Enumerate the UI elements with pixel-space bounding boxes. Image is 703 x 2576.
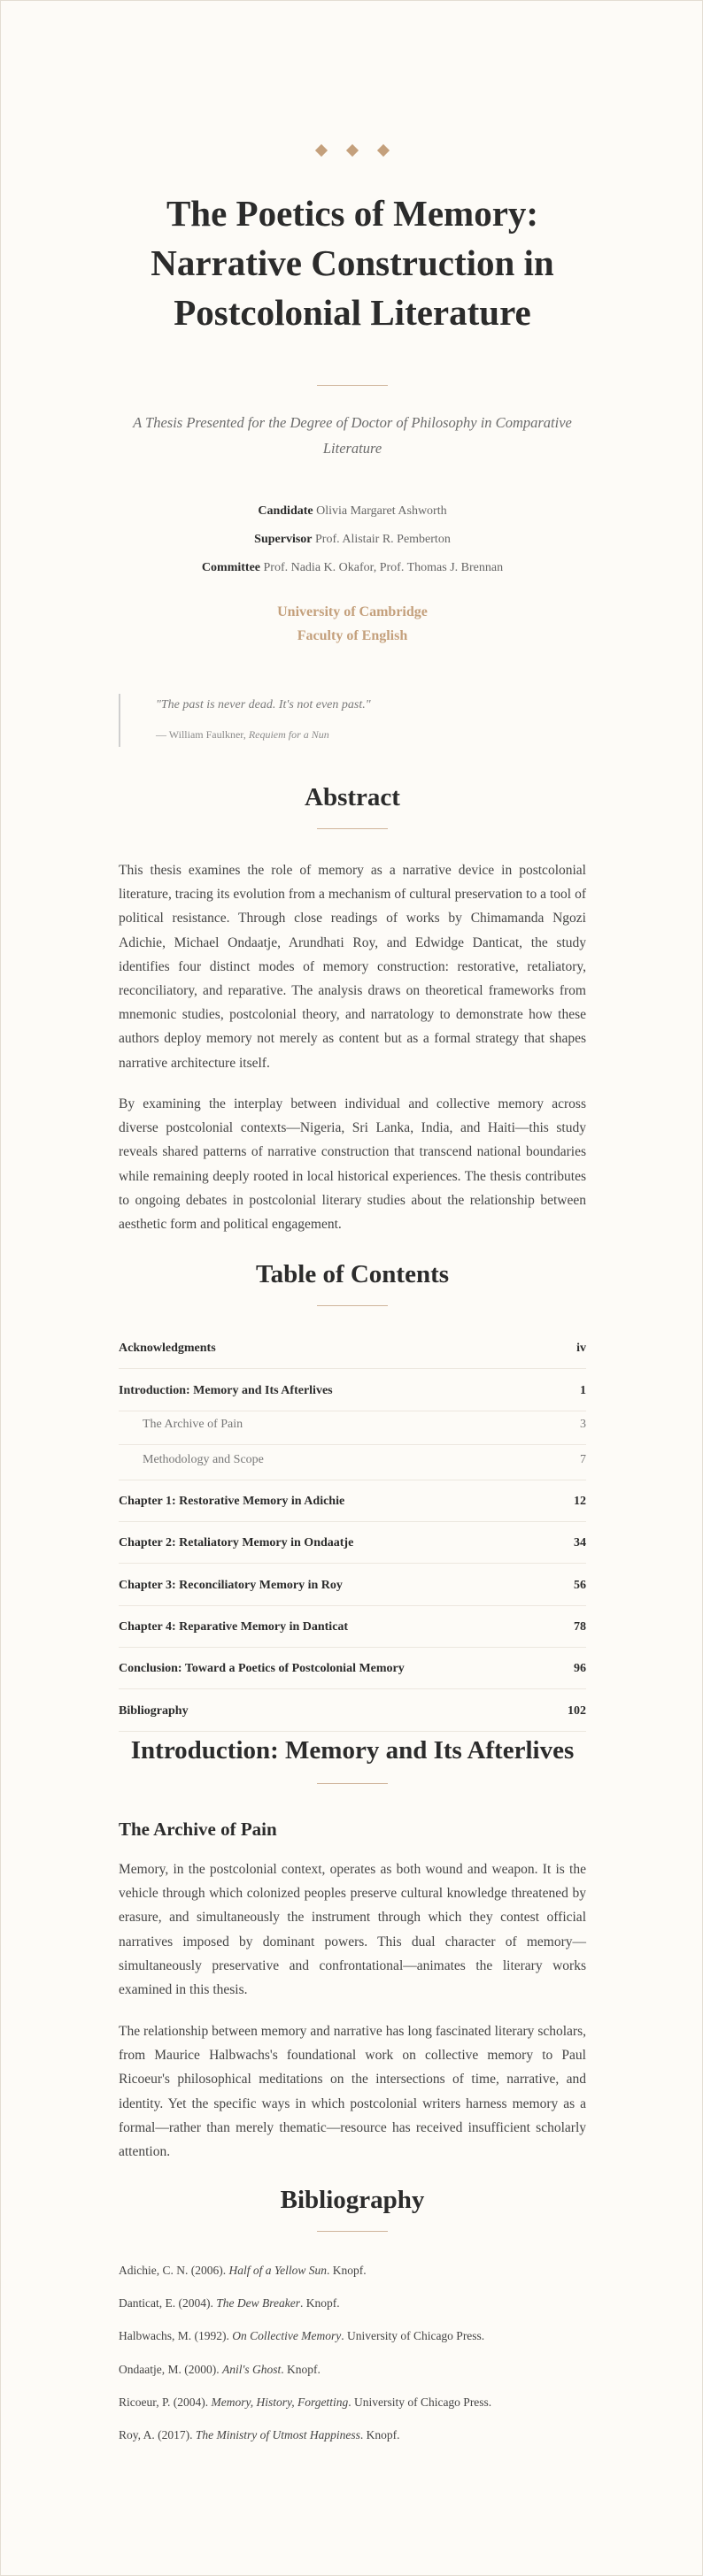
toc-entry-page: 78 [574, 1620, 586, 1634]
toc-entry[interactable] [119, 1579, 586, 1606]
bibliography-entry [119, 2363, 586, 2377]
bibliography-entry [119, 2264, 586, 2278]
toc-entry-page: 34 [574, 1536, 586, 1549]
toc-entry[interactable] [119, 1704, 586, 1732]
introduction-paragraph: The relationship between memory and narrative has long fascinated literary scholars, from Maurice Halbwachs's foundational work on collective memory to Paul Ricoeur's philosophical meditations on the intersections of time, narrative, and identity. Yet the specific ways in which postcolonial writers harness memory as a formal—rather than merely thematic—resource has received insufficient scholarly attention. [119, 2024, 586, 2160]
toc-entry-label: The Archive of Pain [143, 1418, 243, 1431]
toc-entry-label: Bibliography [119, 1704, 189, 1718]
toc-entry-label: Chapter 2: Retaliatory Memory in Ondaatje [119, 1536, 354, 1549]
committee-names: Prof. Nadia K. Okafor, Prof. Thomas J. Brennan [263, 561, 504, 574]
introduction-heading: Introduction: Memory and Its Afterlives [130, 1736, 575, 1765]
diamond-icon [315, 144, 328, 157]
bibliography-heading: Bibliography [280, 2186, 425, 2214]
toc-entry[interactable] [119, 1342, 586, 1369]
bib-title: Half of a Yellow Sun [228, 2264, 328, 2277]
toc-entry-page: 12 [574, 1495, 586, 1508]
ornament-divider [119, 142, 586, 160]
epigraph-quote: "The past is never dead. It's not even past." [156, 698, 371, 711]
toc-heading: Table of Contents [255, 1260, 450, 1288]
bib-author: Roy, A. (2017). [119, 2428, 196, 2441]
toc-entry-label: Chapter 1: Restorative Memory in Adichie [119, 1495, 345, 1508]
epigraph-author: — William Faulkner, [156, 728, 249, 741]
bib-title: Anil's Ghost [221, 2363, 282, 2376]
toc-entry-page: 7 [580, 1453, 586, 1466]
candidate-name: Olivia Margaret Ashworth [316, 504, 447, 518]
toc-entry-label: Chapter 3: Reconciliatory Memory in Roy [119, 1579, 343, 1592]
committee-label: Committee [201, 561, 260, 574]
bibliography-entry [119, 2428, 586, 2442]
archive-of-pain-heading: The Archive of Pain [119, 1819, 277, 1840]
toc-entry-label: Introduction: Memory and Its Afterlives [119, 1384, 333, 1397]
section-rule [317, 2231, 388, 2232]
toc-entry-page: iv [576, 1342, 586, 1355]
bib-title: Memory, History, Forgetting [211, 2395, 349, 2409]
candidate-label: Candidate [258, 504, 313, 518]
toc-subentry[interactable] [119, 1418, 586, 1445]
bib-publisher: . Knopf. [327, 2264, 367, 2277]
bib-publisher: . University of Chicago Press. [341, 2329, 485, 2342]
thesis-title: The Poetics of Memory: Narrative Construction in Postcolonial Literature [151, 193, 554, 333]
bib-title: The Dew Breaker [216, 2296, 300, 2310]
toc-entry-label: Methodology and Scope [143, 1453, 264, 1466]
bibliography-entry [119, 2395, 586, 2410]
abstract-heading: Abstract [305, 783, 400, 811]
bib-author: Ondaatje, M. (2000). [119, 2363, 222, 2376]
bib-author: Adichie, C. N. (2006). [119, 2264, 229, 2277]
toc-entry-page: 3 [580, 1418, 586, 1431]
toc-entry-label: Chapter 4: Reparative Memory in Danticat [119, 1620, 349, 1634]
candidate-line [119, 504, 586, 519]
bib-author: Danticat, E. (2004). [119, 2296, 217, 2310]
section-rule [317, 1305, 388, 1306]
introduction-paragraph: Memory, in the postcolonial context, operates as both wound and weapon. It is the vehicle through which colonized peoples preserve cultural knowledge threatened by erasure, and simultaneously the instrument through which they contest official narratives imposed by dominant powers. This dual character of memory—simultaneously preservative and confrontational—animates the literary works examined in this thesis. [119, 1862, 586, 1998]
toc-entry[interactable] [119, 1662, 586, 1689]
toc-entry[interactable] [119, 1495, 586, 1522]
bib-title: The Ministry of Utmost Happiness [195, 2428, 360, 2441]
toc-entry-label: Acknowledgments [119, 1342, 216, 1355]
bib-author: Ricoeur, P. (2004). [119, 2395, 212, 2409]
bib-publisher: . Knopf. [281, 2363, 321, 2376]
bib-title: On Collective Memory [232, 2329, 342, 2342]
thesis-subtitle: A Thesis Presented for the Degree of Doctor of Philosophy in Comparative Literature [133, 414, 572, 457]
bib-publisher: . Knopf. [359, 2428, 400, 2441]
toc-entry-page: 102 [568, 1704, 586, 1718]
committee-line [119, 561, 586, 575]
bib-publisher: . University of Chicago Press. [348, 2395, 492, 2409]
diamond-icon [377, 144, 390, 157]
epigraph-bar [119, 694, 120, 747]
title-rule [317, 385, 388, 386]
toc-entry[interactable] [119, 1620, 586, 1648]
epigraph-work: Requiem for a Nun [248, 728, 329, 741]
epigraph-citation [156, 728, 329, 742]
toc-entry[interactable] [119, 1536, 586, 1564]
supervisor-label: Supervisor [254, 533, 313, 546]
toc-entry-page: 96 [574, 1662, 586, 1675]
supervisor-line [119, 533, 586, 547]
bib-author: Halbwachs, M. (1992). [119, 2329, 233, 2342]
supervisor-name: Prof. Alistair R. Pemberton [315, 533, 451, 546]
toc-entry-label: Conclusion: Toward a Poetics of Postcolonial Memory [119, 1662, 405, 1675]
university-name: University of Cambridge [277, 604, 428, 619]
abstract-paragraph: This thesis examines the role of memory as a narrative device in postcolonial literature, tracing its evolution from a mechanism of cultural preservation to a tool of political resistance. Through close readings of works by Chimamanda Ngozi Adichie, Michael Ondaatje, Arundhati Roy, and Edwidge Danticat, the study identifies four distinct modes of memory construction: restorative, retaliatory, reconciliatory, and reparative. The analysis draws on theoretical frameworks from mnemonic studies, postcolonial theory, and narratology to demonstrate how these authors deploy memory not merely as content but as a formal strategy that shapes narrative architecture itself. [119, 863, 586, 1071]
toc-entry-page: 1 [580, 1384, 586, 1397]
bibliography-entry [119, 2296, 586, 2311]
diamond-icon [346, 144, 359, 157]
toc-entry-page: 56 [574, 1579, 586, 1592]
faculty-name: Faculty of English [297, 628, 408, 643]
bib-publisher: . Knopf. [299, 2296, 340, 2310]
bibliography-entry [119, 2329, 586, 2343]
toc-entry[interactable] [119, 1384, 586, 1411]
section-rule [317, 1783, 388, 1784]
section-rule [317, 828, 388, 829]
toc-subentry[interactable] [119, 1453, 586, 1480]
abstract-paragraph: By examining the interplay between individual and collective memory across diverse postcolonial contexts—Nigeria, Sri Lanka, India, and Haiti—this study reveals shared patterns of narrative construction that transcend national boundaries while remaining deeply rooted in local historical experiences. The thesis contributes to ongoing debates in postcolonial literary studies about the relationship between aesthetic form and political engagement. [119, 1096, 586, 1233]
